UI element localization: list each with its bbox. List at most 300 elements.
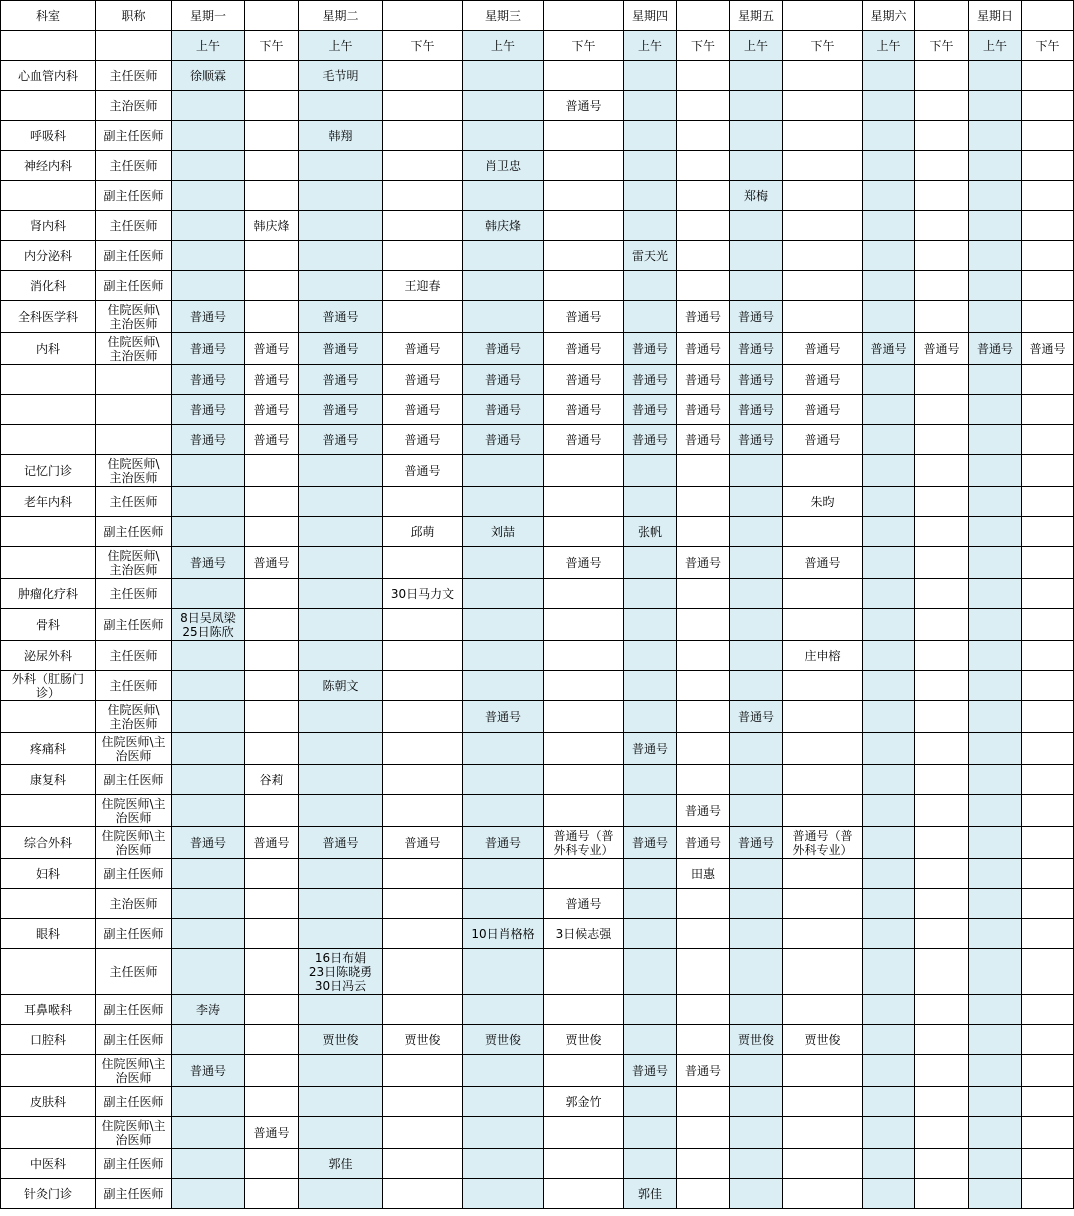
schedule-row xyxy=(1,609,1074,641)
schedule-cell xyxy=(245,889,299,919)
schedule-cell xyxy=(677,121,730,151)
schedule-cell xyxy=(915,995,969,1025)
schedule-cell: 郭佳 xyxy=(299,1149,383,1179)
schedule-cell xyxy=(969,765,1022,795)
schedule-cell xyxy=(915,919,969,949)
header-pm: 下午 xyxy=(677,31,730,61)
schedule-cell xyxy=(730,859,783,889)
schedule-row xyxy=(1,151,1074,181)
schedule-cell xyxy=(624,671,677,701)
schedule-cell: 韩庆烽 xyxy=(463,211,544,241)
schedule-cell xyxy=(463,1179,544,1209)
dept-cell xyxy=(1,1055,96,1087)
schedule-cell xyxy=(463,547,544,579)
schedule-cell xyxy=(245,795,299,827)
schedule-cell xyxy=(783,1087,863,1117)
schedule-cell xyxy=(863,995,915,1025)
schedule-cell xyxy=(863,919,915,949)
schedule-cell xyxy=(463,889,544,919)
schedule-cell xyxy=(915,211,969,241)
schedule-cell: 郭佳 xyxy=(624,1179,677,1209)
schedule-cell xyxy=(172,517,245,547)
schedule-cell xyxy=(463,765,544,795)
schedule-cell xyxy=(1022,1087,1074,1117)
schedule-cell xyxy=(1022,91,1074,121)
schedule-cell xyxy=(783,671,863,701)
schedule-row xyxy=(1,365,1074,395)
schedule-cell xyxy=(969,151,1022,181)
schedule-cell: 普通号 xyxy=(783,365,863,395)
schedule-cell xyxy=(863,765,915,795)
schedule-cell xyxy=(969,487,1022,517)
schedule-cell xyxy=(677,1087,730,1117)
schedule-cell xyxy=(172,671,245,701)
schedule-cell xyxy=(299,1179,383,1209)
schedule-cell xyxy=(383,91,463,121)
schedule-cell xyxy=(730,151,783,181)
schedule-cell: 普通号 xyxy=(463,395,544,425)
schedule-row xyxy=(1,301,1074,333)
schedule-cell xyxy=(299,487,383,517)
schedule-cell xyxy=(677,1117,730,1149)
schedule-cell xyxy=(915,671,969,701)
schedule-cell xyxy=(915,151,969,181)
schedule-cell xyxy=(969,701,1022,733)
schedule-cell: 8日吴凤梁 25日陈欣 xyxy=(172,609,245,641)
schedule-cell: 普通号 xyxy=(544,547,624,579)
schedule-cell xyxy=(463,859,544,889)
dept-cell: 康复科 xyxy=(1,765,96,795)
schedule-cell xyxy=(969,1025,1022,1055)
schedule-cell xyxy=(463,1055,544,1087)
schedule-cell xyxy=(730,995,783,1025)
title-cell: 副主任医师 xyxy=(96,765,172,795)
schedule-cell xyxy=(463,241,544,271)
schedule-cell xyxy=(463,455,544,487)
schedule-cell: 普通号 xyxy=(172,333,245,365)
schedule-cell xyxy=(172,795,245,827)
schedule-cell xyxy=(172,1117,245,1149)
schedule-cell xyxy=(172,733,245,765)
schedule-cell: 王迎春 xyxy=(383,271,463,301)
schedule-cell xyxy=(1022,949,1074,995)
schedule-row xyxy=(1,395,1074,425)
schedule-cell xyxy=(783,859,863,889)
schedule-cell xyxy=(915,487,969,517)
schedule-cell xyxy=(915,949,969,995)
schedule-cell xyxy=(915,395,969,425)
schedule-row xyxy=(1,701,1074,733)
schedule-cell xyxy=(863,889,915,919)
schedule-row xyxy=(1,827,1074,859)
dept-cell: 心血管内科 xyxy=(1,61,96,91)
schedule-cell: 普通号 xyxy=(677,365,730,395)
schedule-cell xyxy=(245,1087,299,1117)
header-pm: 下午 xyxy=(245,31,299,61)
schedule-cell xyxy=(915,733,969,765)
schedule-cell xyxy=(299,733,383,765)
schedule-cell xyxy=(783,121,863,151)
schedule-cell xyxy=(299,517,383,547)
schedule-cell: 普通号 xyxy=(863,333,915,365)
schedule-cell xyxy=(383,547,463,579)
schedule-cell xyxy=(544,995,624,1025)
schedule-row xyxy=(1,425,1074,455)
schedule-cell xyxy=(172,889,245,919)
header-am: 上午 xyxy=(172,31,245,61)
schedule-cell xyxy=(863,795,915,827)
header-am: 上午 xyxy=(299,31,383,61)
schedule-cell xyxy=(915,271,969,301)
schedule-cell xyxy=(172,241,245,271)
schedule-cell: 普通号 xyxy=(544,91,624,121)
schedule-cell xyxy=(1022,733,1074,765)
schedule-cell: 朱昀 xyxy=(783,487,863,517)
schedule-cell: 普通号 xyxy=(624,395,677,425)
schedule-cell: 普通号 xyxy=(624,733,677,765)
schedule-cell: 普通号 xyxy=(172,827,245,859)
schedule-cell: 普通号 xyxy=(730,301,783,333)
schedule-cell xyxy=(969,671,1022,701)
schedule-cell xyxy=(245,455,299,487)
schedule-cell xyxy=(969,61,1022,91)
schedule-cell xyxy=(1022,859,1074,889)
schedule-cell: 普通号 xyxy=(463,827,544,859)
schedule-cell xyxy=(544,455,624,487)
dept-cell: 神经内科 xyxy=(1,151,96,181)
schedule-cell: 刘喆 xyxy=(463,517,544,547)
schedule-cell xyxy=(1022,609,1074,641)
schedule-cell xyxy=(915,1025,969,1055)
schedule-cell xyxy=(544,579,624,609)
schedule-cell xyxy=(969,547,1022,579)
schedule-cell xyxy=(863,1055,915,1087)
schedule-cell xyxy=(969,1055,1022,1087)
schedule-cell xyxy=(299,795,383,827)
schedule-cell xyxy=(544,271,624,301)
dept-cell: 耳鼻喉科 xyxy=(1,995,96,1025)
title-cell: 住院医师\ 主治医师 xyxy=(96,333,172,365)
schedule-cell: 田惠 xyxy=(677,859,730,889)
schedule-cell xyxy=(863,1025,915,1055)
schedule-cell xyxy=(969,827,1022,859)
schedule-cell xyxy=(863,1149,915,1179)
schedule-cell xyxy=(863,61,915,91)
schedule-cell xyxy=(677,455,730,487)
schedule-cell xyxy=(245,517,299,547)
schedule-cell xyxy=(783,61,863,91)
schedule-cell xyxy=(783,301,863,333)
schedule-row xyxy=(1,889,1074,919)
schedule-cell xyxy=(172,859,245,889)
dept-cell: 内科 xyxy=(1,333,96,365)
schedule-cell xyxy=(783,151,863,181)
schedule-cell: 普通号 xyxy=(677,1055,730,1087)
header-days-row xyxy=(1,1,1074,31)
schedule-cell: 普通号 xyxy=(783,547,863,579)
schedule-cell: 谷莉 xyxy=(245,765,299,795)
schedule-cell: 普通号 xyxy=(172,547,245,579)
schedule-cell xyxy=(969,579,1022,609)
schedule-cell: 普通号 xyxy=(544,301,624,333)
schedule-cell: 普通号（普 外科专业） xyxy=(544,827,624,859)
schedule-cell xyxy=(915,1087,969,1117)
schedule-cell xyxy=(463,995,544,1025)
schedule-cell xyxy=(299,151,383,181)
schedule-cell xyxy=(783,271,863,301)
schedule-cell: 普通号 xyxy=(463,701,544,733)
schedule-cell xyxy=(544,1055,624,1087)
schedule-cell xyxy=(624,121,677,151)
schedule-cell xyxy=(299,271,383,301)
schedule-cell: 16日布娟 23日陈晓勇 30日冯云 xyxy=(299,949,383,995)
schedule-cell xyxy=(463,1149,544,1179)
schedule-cell xyxy=(915,61,969,91)
schedule-cell xyxy=(383,241,463,271)
header-pm: 下午 xyxy=(783,31,863,61)
schedule-cell xyxy=(172,181,245,211)
schedule-cell xyxy=(1022,1025,1074,1055)
title-cell: 住院医师\主 治医师 xyxy=(96,795,172,827)
schedule-cell xyxy=(299,181,383,211)
schedule-cell xyxy=(677,733,730,765)
schedule-cell: 普通号 xyxy=(624,365,677,395)
schedule-cell xyxy=(915,827,969,859)
schedule-cell xyxy=(544,121,624,151)
schedule-cell xyxy=(245,121,299,151)
schedule-cell xyxy=(299,701,383,733)
dept-cell: 眼科 xyxy=(1,919,96,949)
schedule-cell xyxy=(677,671,730,701)
title-cell: 主任医师 xyxy=(96,949,172,995)
schedule-row xyxy=(1,949,1074,995)
schedule-cell: 张帆 xyxy=(624,517,677,547)
schedule-cell xyxy=(730,121,783,151)
schedule-cell xyxy=(677,151,730,181)
schedule-cell xyxy=(245,995,299,1025)
schedule-row xyxy=(1,241,1074,271)
schedule-row xyxy=(1,1055,1074,1087)
schedule-cell xyxy=(783,517,863,547)
title-cell: 住院医师\主 治医师 xyxy=(96,1117,172,1149)
schedule-cell xyxy=(677,241,730,271)
title-cell: 副主任医师 xyxy=(96,181,172,211)
schedule-cell xyxy=(915,1055,969,1087)
title-cell: 副主任医师 xyxy=(96,517,172,547)
schedule-cell xyxy=(915,795,969,827)
schedule-cell xyxy=(544,151,624,181)
schedule-cell: 普通号 xyxy=(245,827,299,859)
schedule-cell xyxy=(863,1087,915,1117)
schedule-cell xyxy=(969,949,1022,995)
schedule-cell xyxy=(245,671,299,701)
schedule-cell xyxy=(383,1179,463,1209)
schedule-cell: 普通号 xyxy=(544,333,624,365)
schedule-cell xyxy=(299,211,383,241)
schedule-cell: 普通号 xyxy=(245,425,299,455)
schedule-row xyxy=(1,121,1074,151)
header-am: 上午 xyxy=(969,31,1022,61)
schedule-cell xyxy=(969,609,1022,641)
title-cell: 主任医师 xyxy=(96,151,172,181)
schedule-cell: 普通号 xyxy=(969,333,1022,365)
schedule-cell xyxy=(299,765,383,795)
schedule-cell xyxy=(172,151,245,181)
schedule-cell xyxy=(383,949,463,995)
schedule-cell xyxy=(245,1179,299,1209)
schedule-cell xyxy=(1022,701,1074,733)
schedule-cell xyxy=(969,425,1022,455)
schedule-cell xyxy=(383,1149,463,1179)
schedule-cell: 普通号 xyxy=(245,395,299,425)
schedule-cell xyxy=(463,301,544,333)
schedule-cell: 普通号（普 外科专业） xyxy=(783,827,863,859)
schedule-cell xyxy=(863,301,915,333)
schedule-cell xyxy=(1022,995,1074,1025)
title-cell: 主任医师 xyxy=(96,61,172,91)
schedule-cell: 普通号 xyxy=(299,827,383,859)
schedule-row xyxy=(1,91,1074,121)
title-cell: 副主任医师 xyxy=(96,1087,172,1117)
header-day-sun: 星期日 xyxy=(969,1,1022,31)
schedule-cell xyxy=(969,859,1022,889)
schedule-cell xyxy=(245,641,299,671)
schedule-cell xyxy=(624,609,677,641)
schedule-cell xyxy=(544,1117,624,1149)
schedule-cell: 普通号 xyxy=(463,425,544,455)
schedule-cell xyxy=(677,91,730,121)
schedule-row xyxy=(1,1087,1074,1117)
schedule-cell xyxy=(915,547,969,579)
dept-cell: 全科医学科 xyxy=(1,301,96,333)
schedule-row xyxy=(1,919,1074,949)
schedule-row xyxy=(1,641,1074,671)
title-cell: 住院医师\ 主治医师 xyxy=(96,701,172,733)
schedule-cell xyxy=(915,425,969,455)
schedule-cell xyxy=(544,765,624,795)
dept-cell xyxy=(1,365,96,395)
schedule-row xyxy=(1,487,1074,517)
title-cell: 副主任医师 xyxy=(96,1025,172,1055)
schedule-cell xyxy=(383,995,463,1025)
dept-cell: 口腔科 xyxy=(1,1025,96,1055)
schedule-cell xyxy=(677,271,730,301)
schedule-cell: 普通号 xyxy=(544,365,624,395)
dept-cell xyxy=(1,1117,96,1149)
title-cell: 主治医师 xyxy=(96,91,172,121)
schedule-cell: 普通号 xyxy=(383,395,463,425)
schedule-cell xyxy=(245,859,299,889)
schedule-cell xyxy=(383,701,463,733)
schedule-cell xyxy=(915,517,969,547)
schedule-cell xyxy=(172,1179,245,1209)
schedule-cell xyxy=(783,1149,863,1179)
header-day-sat: 星期六 xyxy=(863,1,915,31)
schedule-cell xyxy=(299,641,383,671)
schedule-cell: 普通号 xyxy=(383,333,463,365)
dept-cell xyxy=(1,395,96,425)
schedule-cell xyxy=(863,395,915,425)
schedule-cell: 陈朝文 xyxy=(299,671,383,701)
schedule-cell: 普通号 xyxy=(299,425,383,455)
schedule-cell: 普通号 xyxy=(915,333,969,365)
schedule-cell xyxy=(1022,455,1074,487)
header-am: 上午 xyxy=(730,31,783,61)
schedule-cell xyxy=(677,889,730,919)
schedule-cell xyxy=(730,517,783,547)
schedule-cell xyxy=(1022,241,1074,271)
schedule-cell xyxy=(299,1055,383,1087)
schedule-cell xyxy=(383,181,463,211)
schedule-cell xyxy=(624,301,677,333)
schedule-cell: 普通号 xyxy=(245,333,299,365)
schedule-cell xyxy=(624,271,677,301)
schedule-cell: 普通号 xyxy=(1022,333,1074,365)
schedule-row xyxy=(1,1025,1074,1055)
schedule-cell: 普通号 xyxy=(463,333,544,365)
schedule-cell xyxy=(783,765,863,795)
schedule-cell xyxy=(172,1025,245,1055)
schedule-cell xyxy=(383,1055,463,1087)
dept-cell xyxy=(1,517,96,547)
schedule-cell xyxy=(969,517,1022,547)
title-cell: 主任医师 xyxy=(96,641,172,671)
schedule-cell xyxy=(172,1087,245,1117)
schedule-cell xyxy=(915,121,969,151)
title-cell: 副主任医师 xyxy=(96,241,172,271)
dept-cell: 老年内科 xyxy=(1,487,96,517)
dept-cell: 皮肤科 xyxy=(1,1087,96,1117)
header-day-wed: 星期三 xyxy=(463,1,544,31)
schedule-cell xyxy=(969,91,1022,121)
schedule-cell: 30日马力文 xyxy=(383,579,463,609)
schedule-cell xyxy=(624,211,677,241)
title-cell: 住院医师\主 治医师 xyxy=(96,1055,172,1087)
schedule-cell xyxy=(299,579,383,609)
schedule-cell xyxy=(677,995,730,1025)
schedule-cell xyxy=(730,579,783,609)
schedule-cell: 普通号 xyxy=(677,395,730,425)
schedule-cell: 普通号 xyxy=(677,301,730,333)
schedule-cell xyxy=(383,1087,463,1117)
schedule-cell: 普通号 xyxy=(624,333,677,365)
schedule-cell xyxy=(677,1179,730,1209)
schedule-cell: 普通号 xyxy=(245,547,299,579)
schedule-cell xyxy=(863,1117,915,1149)
schedule-cell: 雷天光 xyxy=(624,241,677,271)
schedule-cell xyxy=(969,211,1022,241)
schedule-cell xyxy=(863,641,915,671)
title-cell: 主任医师 xyxy=(96,211,172,241)
schedule-cell xyxy=(463,733,544,765)
schedule-cell xyxy=(863,425,915,455)
schedule-cell xyxy=(863,365,915,395)
schedule-cell: 普通号 xyxy=(730,425,783,455)
schedule-cell xyxy=(863,671,915,701)
schedule-cell xyxy=(783,609,863,641)
title-cell: 住院医师\主 治医师 xyxy=(96,827,172,859)
schedule-cell xyxy=(463,1087,544,1117)
schedule-cell xyxy=(730,609,783,641)
schedule-cell xyxy=(1022,211,1074,241)
schedule-cell: 庄申榕 xyxy=(783,641,863,671)
title-cell: 主任医师 xyxy=(96,671,172,701)
schedule-cell xyxy=(544,517,624,547)
schedule-cell xyxy=(245,61,299,91)
title-cell xyxy=(96,365,172,395)
schedule-cell xyxy=(677,765,730,795)
schedule-cell xyxy=(783,1179,863,1209)
